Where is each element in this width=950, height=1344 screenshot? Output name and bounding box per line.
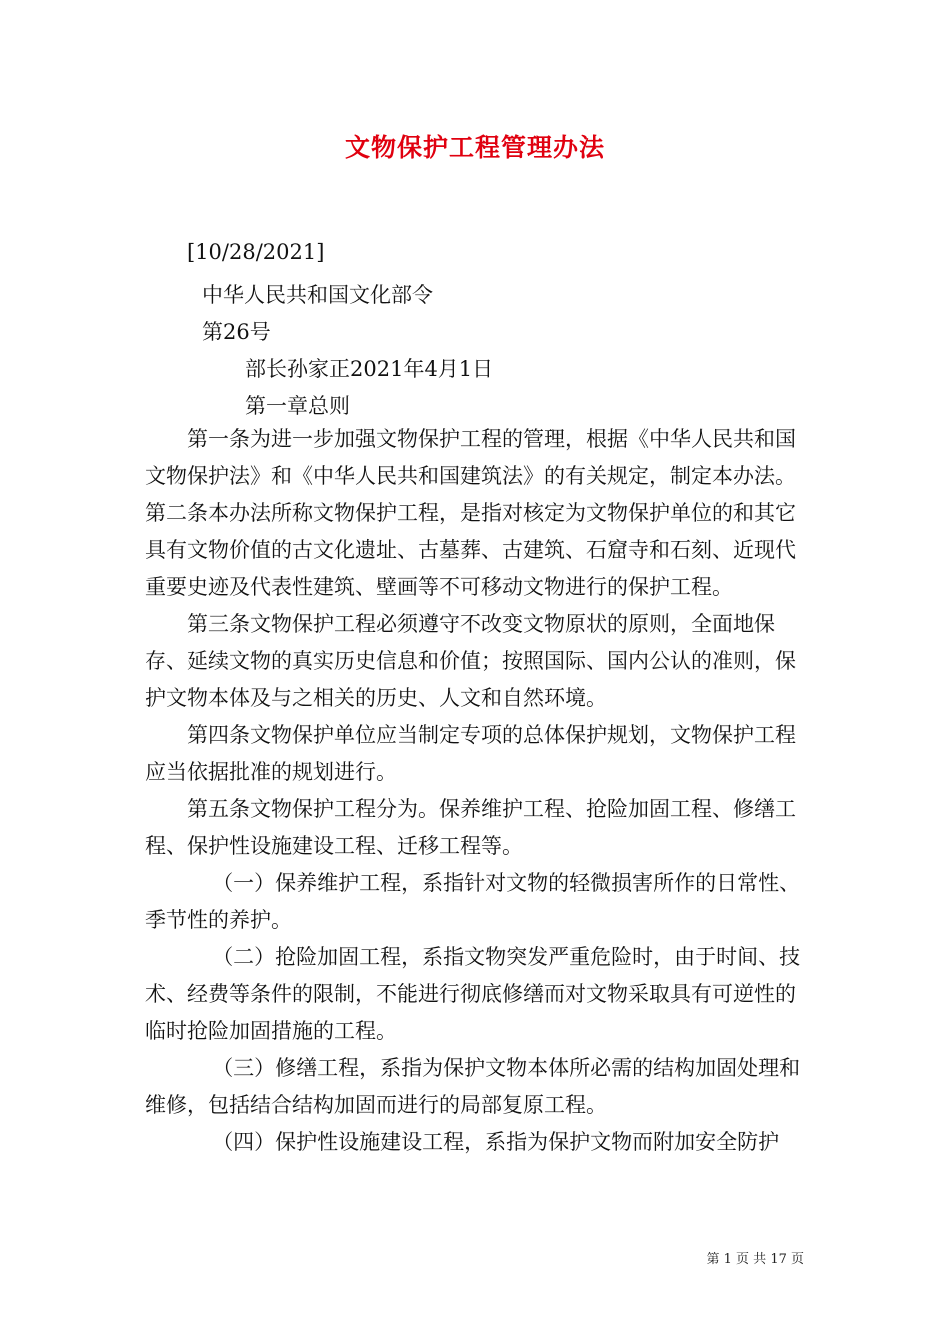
paragraph: （二）抢险加固工程，系指文物突发严重危险时，由于时间、技术、经费等条件的限制，不能进行彻底修缮而对文物采取具有可逆性的临时抢险加固措施的工程。 bbox=[145, 945, 801, 1043]
paragraph: （三）修缮工程，系指为保护文物本体所必需的结构加固处理和维修，包括结合结构加固而进行的局部复原工程。 bbox=[145, 1056, 801, 1117]
paragraph: 第五条文物保护工程分为。保养维护工程、抢险加固工程、修缮工程、保护性设施建设工程、迁移工程等。 bbox=[145, 797, 796, 858]
paragraph: （四）保护性设施建设工程，系指为保护文物而附加安全防护 bbox=[212, 1130, 780, 1154]
order-number: 第26号 bbox=[202, 320, 271, 344]
chapter-heading: 第一章总则 bbox=[245, 394, 350, 418]
signatory-line: 部长孙家正2021年4月1日 bbox=[245, 357, 494, 381]
document-title: 文物保护工程管理办法 bbox=[344, 133, 605, 162]
paragraph: 第四条文物保护单位应当制定专项的总体保护规划，文物保护工程应当依据批准的规划进行。 bbox=[145, 723, 796, 784]
paragraph: （一）保养维护工程，系指针对文物的轻微损害所作的日常性、季节性的养护。 bbox=[145, 871, 801, 932]
issuer-line: 中华人民共和国文化部令 bbox=[202, 283, 433, 307]
document-date: [10/28/2021] bbox=[187, 240, 325, 264]
paragraph: 第三条文物保护工程必须遵守不改变文物原状的原则，全面地保存、延续文物的真实历史信息和价值；按照国际、国内公认的准则，保护文物本体及与之相关的历史、人文和自然环境。 bbox=[145, 612, 796, 710]
document-body bbox=[145, 421, 805, 1161]
page-number-footer: 第 1 页 共 17 页 bbox=[706, 1252, 804, 1267]
paragraph: 第一条为进一步加强文物保护工程的管理，根据《中华人民共和国文物保护法》和《中华人民共和国建筑法》的有关规定，制定本办法。第二条本办法所称文物保护工程，是指对核定为文物保护单位的和其它具有文物价值的古文化遗址、古墓葬、古建筑、石窟寺和石刻、近现代重要史迹及代表性建筑、壁画等不可移动文物进行的保护工程。 bbox=[145, 427, 796, 599]
